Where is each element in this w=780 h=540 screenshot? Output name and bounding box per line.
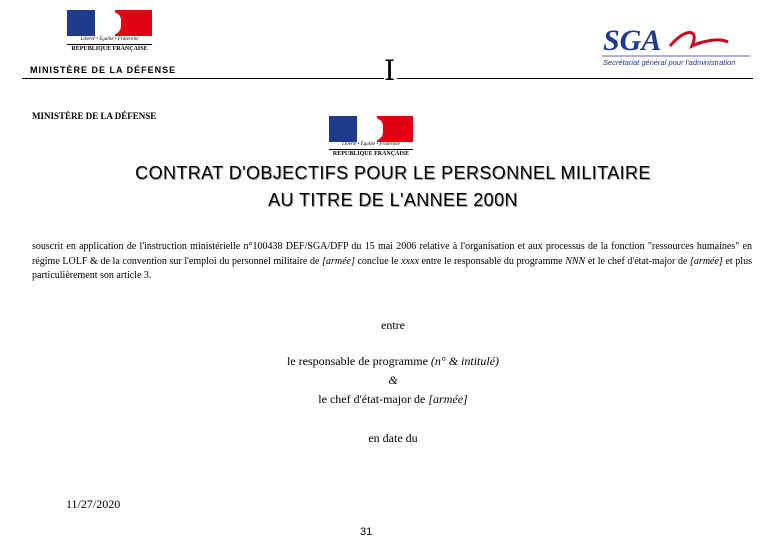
logo-motto-center: Liberté • Égalité • Fraternité (342, 142, 400, 148)
party1-text: le responsable de programme (286, 354, 431, 368)
party2-line (0, 392, 780, 407)
dated-label: en date du (368, 431, 418, 445)
ampersand (0, 373, 780, 388)
logo-republic-text: RÉPUBLIQUE FRANÇAISE (67, 44, 152, 52)
sga-logo (600, 20, 755, 68)
sga-logo-text: SGA (603, 24, 662, 57)
intro-text-3: entre le responsable du programme (418, 255, 566, 267)
logo-motto: Liberté • Égalité • Fraternité (80, 37, 139, 42)
date-value: 11/27/2020 (66, 497, 121, 511)
intro-army: [armée] (322, 255, 355, 267)
party2-text: le chef d'état-major de (318, 392, 429, 406)
text-cursor-mark: I (384, 54, 396, 87)
party2-italic: [armée] (428, 392, 468, 406)
marianne-logo-center (329, 116, 413, 160)
logo-republic-text-center: RÉPUBLIQUE FRANÇAISE (329, 149, 413, 157)
ampersand-text: & (388, 373, 398, 387)
between-label: entre (381, 318, 405, 332)
intro-text-5: et plus particulièrement son article 3. (32, 255, 752, 281)
sga-tagline: Secrétariat général pour l'administration (603, 58, 736, 67)
intro-army-2: [armée] (690, 255, 723, 267)
intro-paragraph (32, 240, 752, 284)
ministry-small-label: MINISTÈRE DE LA DÉFENSE (32, 111, 157, 121)
document-title-line2: AU TITRE DE L'ANNEE 200N (268, 190, 518, 210)
intro-text-2: conclue le (354, 255, 402, 267)
intro-text-1: souscrit en application de l'instruction ministérielle n°100438 DEF/SGA/DFP du 15 mai 2006 relative à l'organisation et aux processus de la fonction "ressources humaines" en régime LOLF & de la convention sur l'emploi du personnel militaire de (32, 241, 752, 267)
header-rule-left (22, 78, 384, 79)
party1-line (0, 354, 780, 369)
document-title-line1: CONTRAT D'OBJECTIFS POUR LE PERSONNEL MILITAIRE (135, 163, 651, 183)
intro-text-4: et le chef d'état-major de (585, 255, 691, 267)
page-number: 31 (360, 526, 373, 538)
ministry-header: MINISTÈRE DE LA DÉFENSE (30, 65, 177, 75)
intro-nnn: NNN (565, 255, 586, 267)
party1-italic: (n° & intitulé) (430, 354, 500, 368)
marianne-logo-top (67, 10, 152, 55)
intro-xxxx: xxxx (401, 255, 419, 267)
header-rule-right (397, 78, 753, 79)
